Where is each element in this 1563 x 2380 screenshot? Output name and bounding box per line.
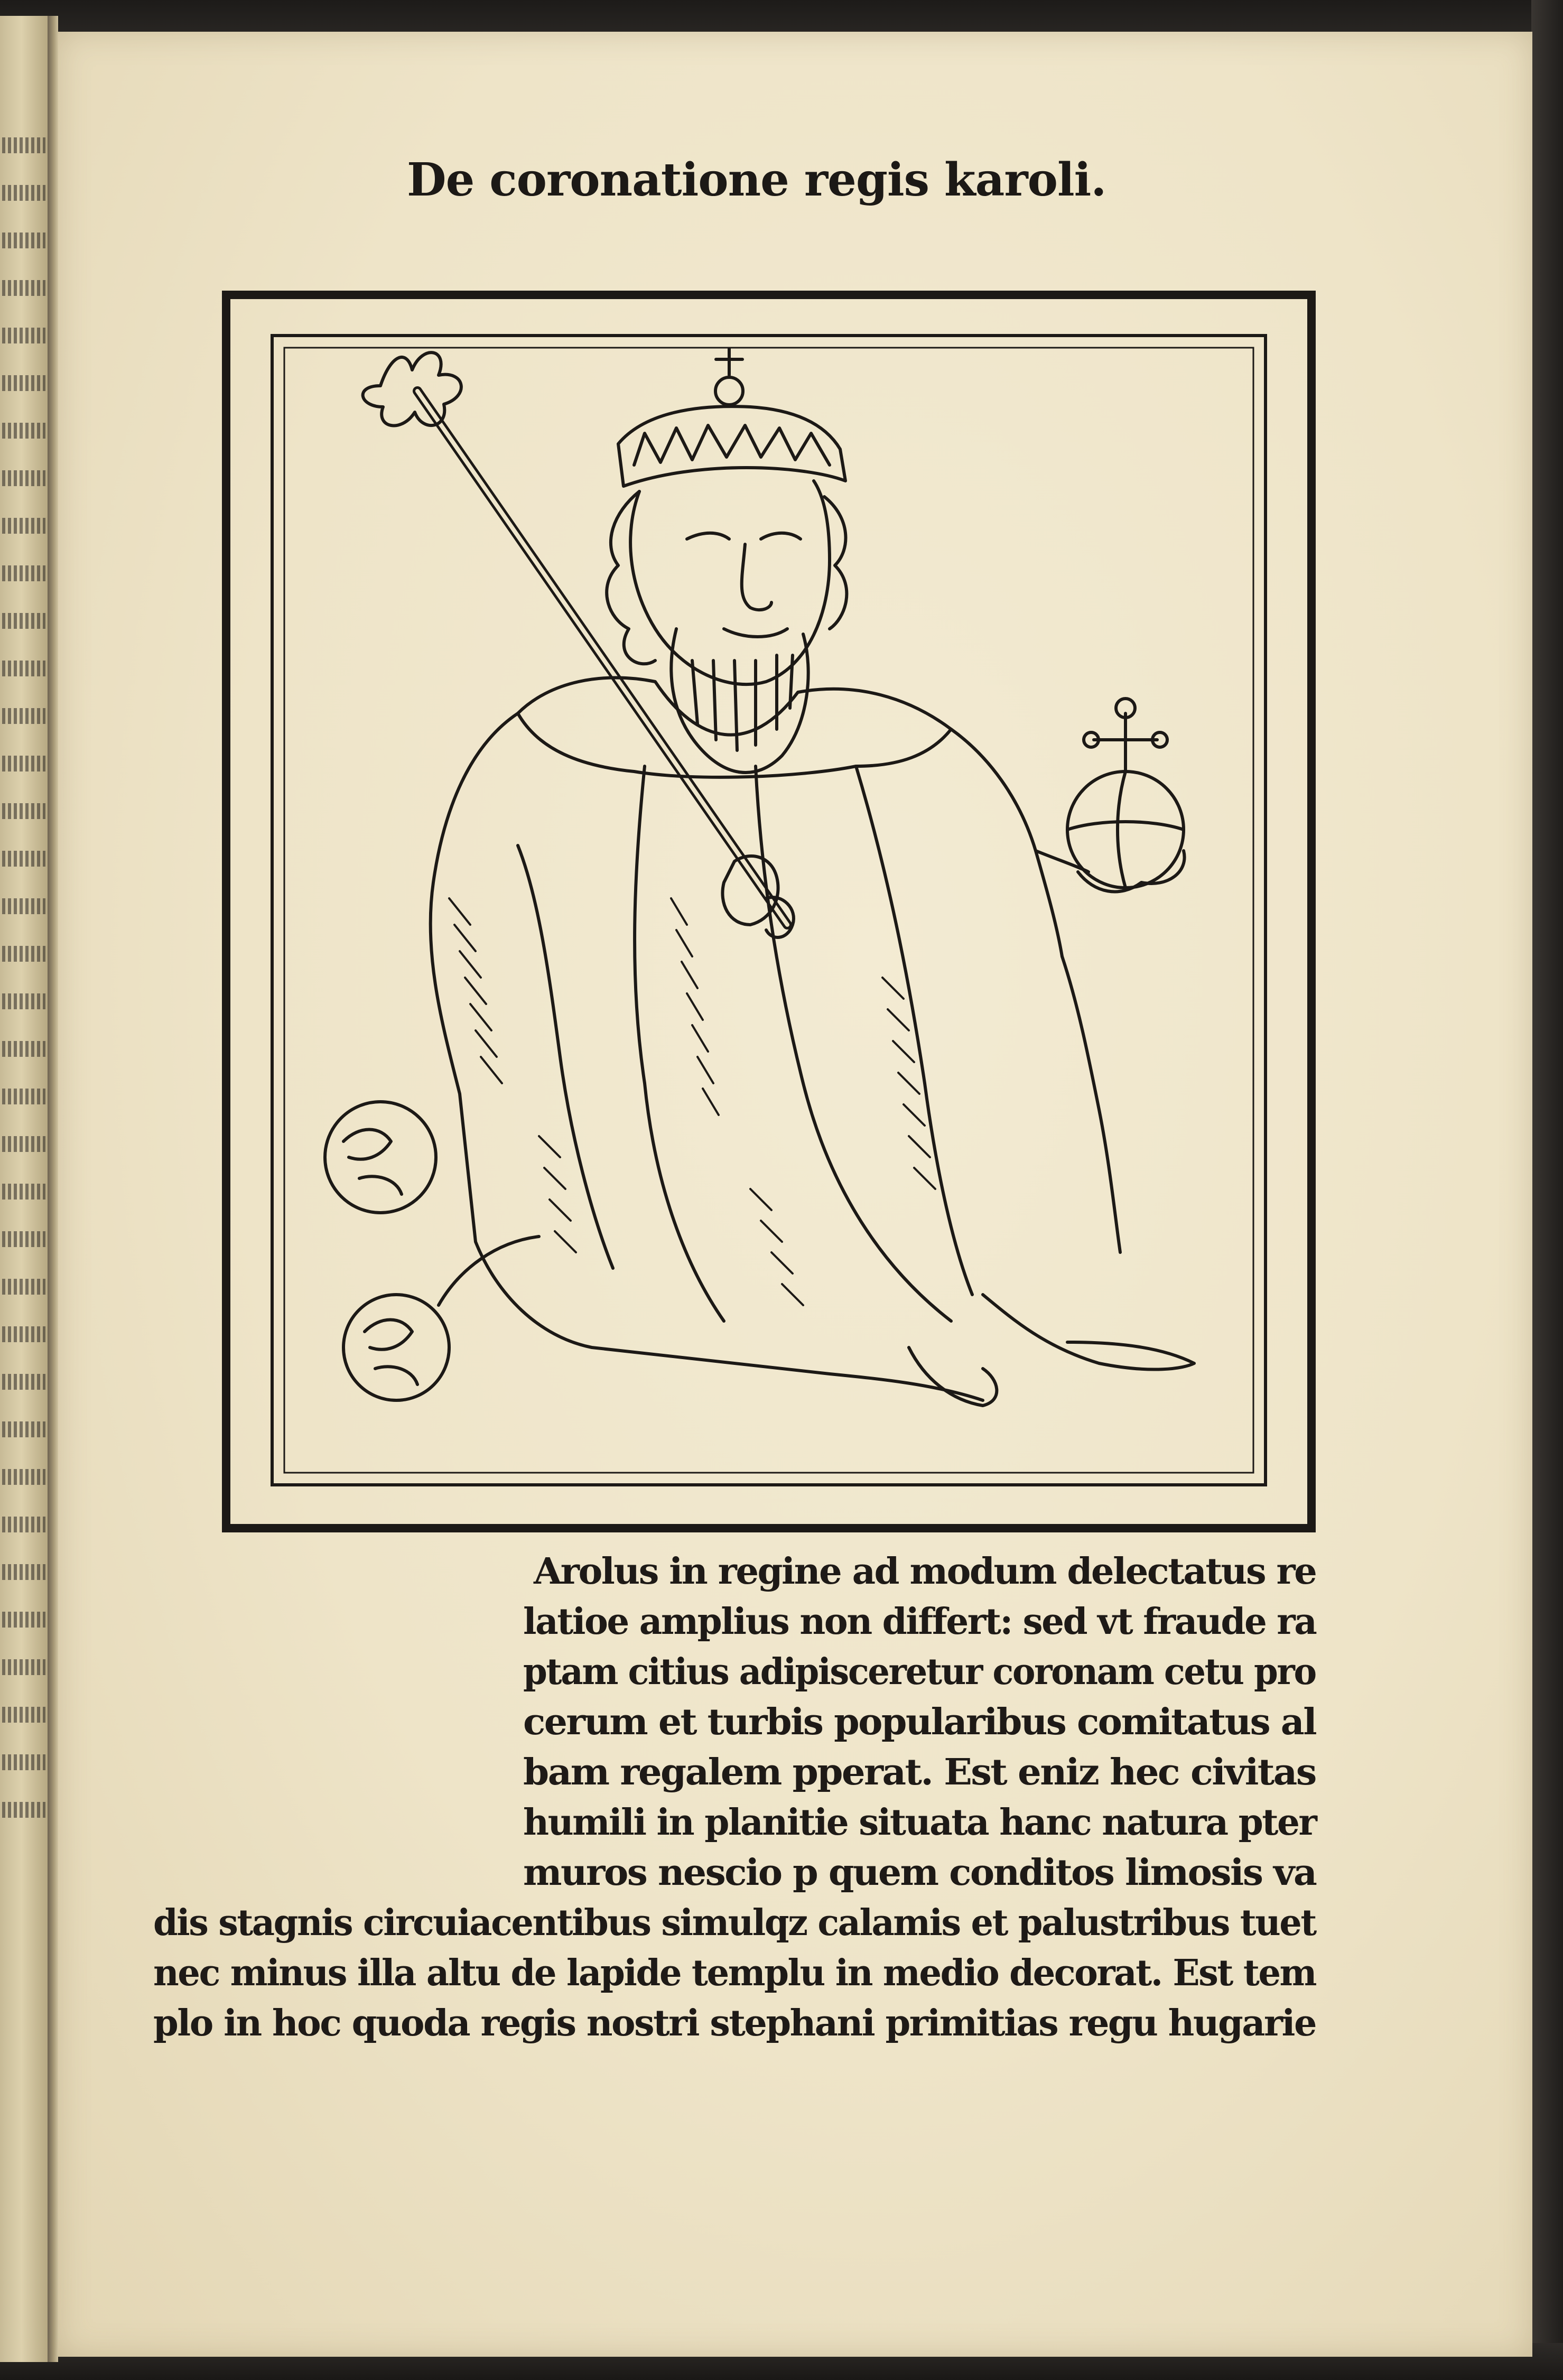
text-line-3: ptam citius adipisceretur coronam cetu pro xyxy=(523,1651,1316,1693)
text-line-1: Arolus in regine ad modum delectatus re xyxy=(534,1550,1316,1593)
text-line-4: cerum et turbis popularibus comitatus al xyxy=(523,1701,1316,1743)
text-line-8: dis stagnis circuiacentibus simulqz calamis et palustribus tuet xyxy=(153,1902,1316,1944)
facing-page-edge xyxy=(0,16,48,2362)
page-gutter xyxy=(48,16,58,2362)
text-line-9: nec minus illa altu de lapide templu in medio decorat. Est tem xyxy=(153,1952,1316,1994)
scanner-background-right xyxy=(1531,0,1563,2380)
body-text xyxy=(58,32,1532,2357)
text-line-2: latioe amplius non differt: sed vt fraude ra xyxy=(523,1601,1316,1643)
text-line-6: humili in planitie situata hanc natura pter xyxy=(523,1801,1316,1844)
page-heading: De coronatione regis karoli. xyxy=(407,153,1106,207)
book-page xyxy=(58,32,1532,2357)
text-line-10: plo in hoc quoda regis nostri stephani primitias regu hugarie xyxy=(153,2002,1316,2044)
text-line-5: bam regalem pperat. Est eniz hec civitas xyxy=(523,1751,1316,1793)
text-line-7: muros nescio p quem conditos limosis va xyxy=(523,1852,1316,1894)
